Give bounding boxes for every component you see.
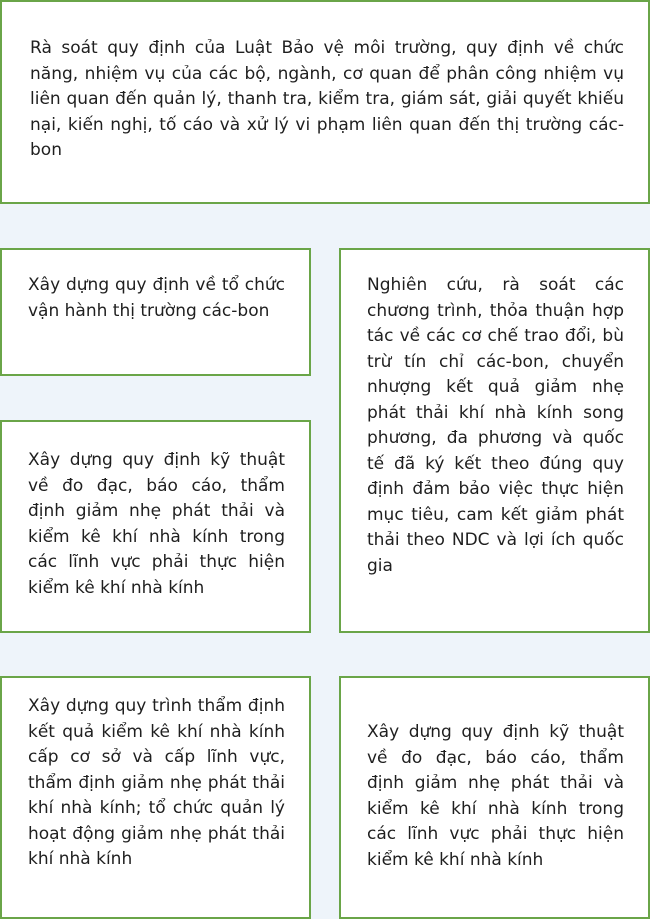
task-box-legal-review-text: Rà soát quy định của Luật Bảo vệ môi trường, quy định về chức năng, nhiệm vụ của các bộ, ngành, cơ quan để phân công nhiệm vụ liên quan đến quản lý, thanh tra, kiểm tra, giám sát, giải quyết khiếu nại, kiến nghị, tố cáo và xử lý vi phạm liên quan đến thị trường các-bon [30,38,624,160]
task-box-technical-regulation-text: Xây dựng quy định kỹ thuật về đo đạc, báo cáo, thẩm định giảm nhẹ phát thải và kiểm kê khí nhà kính trong các lĩnh vực phải thực hiện kiểm kê khí nhà kính [28,450,285,598]
task-box-technical-regulation-repeat [339,676,650,919]
task-box-technical-regulation-repeat-text: Xây dựng quy định kỹ thuật về đo đạc, báo cáo, thẩm định giảm nhẹ phát thải và kiểm kê khí nhà kính trong các lĩnh vực phải thực hiện kiểm kê khí nhà kính [367,722,624,870]
task-box-cooperation-review-text: Nghiên cứu, rà soát các chương trình, thỏa thuận hợp tác về các cơ chế trao đổi, bù trừ tín chỉ các-bon, chuyển nhượng kết quả giảm nhẹ phát thải khí nhà kính song phương, đa phương và quốc tế đã ký kết theo đúng quy định đảm bảo việc thực hiện mục tiêu, cam kết giảm phát thải theo NDC và lợi ích quốc gia [367,275,624,576]
task-box-cooperation-review [339,248,650,633]
task-box-appraisal-procedure-text: Xây dựng quy trình thẩm định kết quả kiểm kê khí nhà kính cấp cơ sở và cấp lĩnh vực, thẩm định giảm nhẹ phát thải khí nhà kính; tổ chức quản lý hoạt động giảm nhẹ phát thải khí nhà kính [28,696,285,869]
task-box-legal-review [0,0,650,204]
task-box-market-operation [0,248,311,376]
task-box-market-operation-text: Xây dựng quy định về tổ chức vận hành thị trường các-bon [28,275,285,321]
task-box-technical-regulation [0,420,311,633]
task-box-appraisal-procedure [0,676,311,919]
